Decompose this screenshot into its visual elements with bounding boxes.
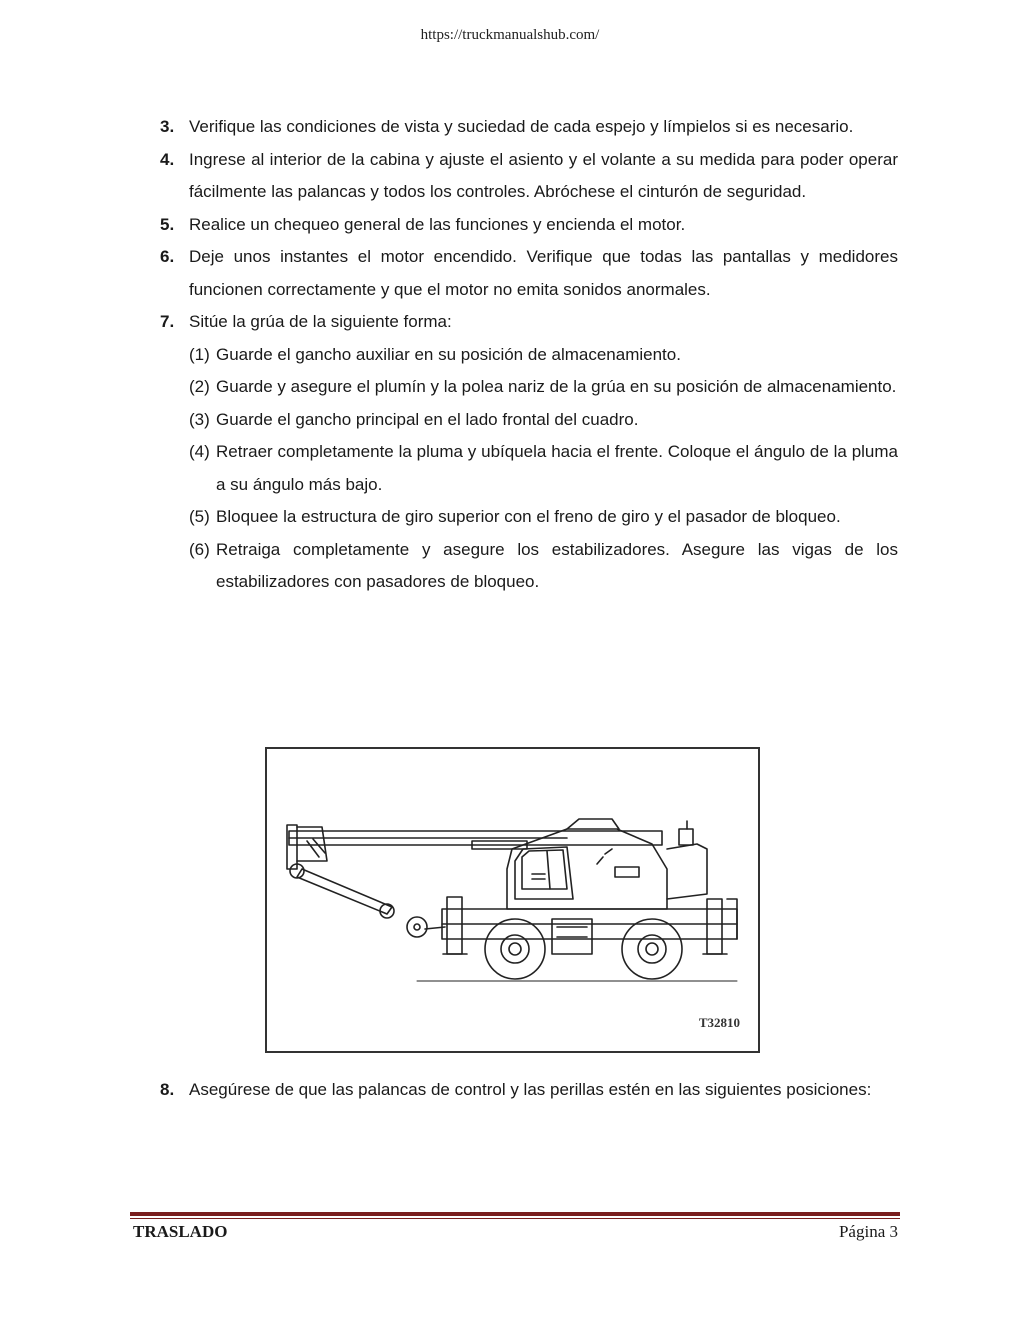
sub-item-number: (6) (189, 539, 210, 559)
list-item (160, 111, 898, 144)
crane-drawing-icon (267, 749, 758, 1051)
figure-code: T32810 (698, 1015, 740, 1030)
sub-item-number: (5) (189, 507, 210, 526)
item-text: Sitúe la grúa de la siguiente forma: (189, 312, 452, 331)
sub-item (160, 534, 898, 599)
footer-page-number: Página 3 (838, 1222, 898, 1241)
sub-item (160, 404, 898, 437)
item-number: 8. (160, 1080, 175, 1099)
sub-item-text: Bloquee la estructura de giro superior con el freno de giro y el pasador de bloqueo. (216, 507, 841, 526)
sub-item-number: (4) (189, 442, 210, 461)
sub-item-text: Guarde el gancho principal en el lado frontal del cuadro. (216, 409, 639, 429)
list-item (160, 144, 898, 209)
crane-figure (265, 747, 760, 1053)
list-item (160, 306, 898, 339)
item-number: 3. (160, 117, 175, 136)
item-text: Asegúrese de que las palancas de control y las perillas estén en las siguientes posiciones: (189, 1080, 872, 1099)
sub-item-text: Guarde y asegure el plumín y la polea nariz de la grúa en su posición de almacenamiento. (216, 377, 897, 396)
sub-item-number: (1) (189, 344, 210, 364)
item-number: 7. (160, 312, 175, 331)
sub-item-text: Guarde el gancho auxiliar en su posición de almacenamiento. (216, 344, 681, 364)
sub-item-text: Retraiga completamente y asegure los estabilizadores. Asegure las vigas de los estabilizadores con pasadores de bloqueo. (216, 539, 898, 591)
item-text: Ingrese al interior de la cabina y ajuste el asiento y el volante a su medida para poder operar fácilmente las palancas y todos los controles. Abróchese el cinturón de seguridad. (189, 149, 898, 201)
list-item (160, 1077, 898, 1102)
sub-item (160, 339, 898, 372)
item-number: 5. (160, 214, 175, 234)
instruction-list (160, 111, 898, 599)
sub-item-number: (2) (189, 377, 210, 396)
item-text: Verifique las condiciones de vista y suciedad de cada espejo y límpielos si es necesario. (189, 117, 854, 136)
sub-item-number: (3) (189, 409, 210, 429)
item-number: 4. (160, 149, 175, 169)
list-item (160, 209, 898, 242)
sub-item (160, 436, 898, 501)
item-text: Deje unos instantes el motor encendido. Verifique que todas las pantallas y medidores funcionen correctamente y que el motor no emita sonidos anormales. (189, 247, 898, 299)
list-item (160, 241, 898, 306)
sub-item-text: Retraer completamente la pluma y ubíquela hacia el frente. Coloque el ángulo de la pluma a su ángulo más bajo. (216, 442, 898, 494)
item-number: 6. (160, 247, 175, 266)
footer-rule (130, 1212, 900, 1216)
footer-section: TRASLADO (133, 1222, 228, 1241)
footer-rule-thin (130, 1218, 900, 1219)
item-text: Realice un chequeo general de las funciones y encienda el motor. (189, 214, 686, 234)
sub-item (160, 371, 898, 404)
header-url: https://truckmanualshub.com/ (420, 27, 600, 43)
sub-item (160, 501, 898, 534)
